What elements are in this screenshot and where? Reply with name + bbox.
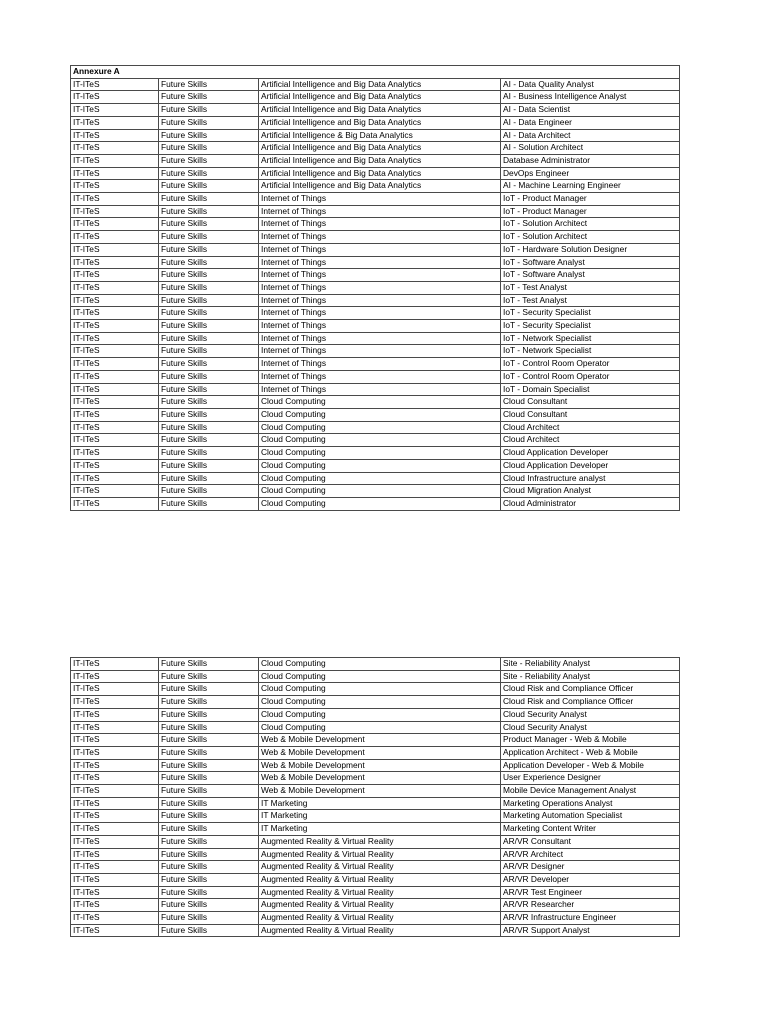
- table-row: [71, 459, 680, 472]
- domain-cell: Internet of Things: [259, 358, 501, 371]
- table-row: [71, 861, 680, 874]
- category-cell: Future Skills: [159, 205, 259, 218]
- job-role-cell: AR/VR Test Engineer: [501, 886, 680, 899]
- job-role-cell: Cloud Architect: [501, 434, 680, 447]
- category-cell: Future Skills: [159, 746, 259, 759]
- category-cell: Future Skills: [159, 459, 259, 472]
- table-row: [71, 721, 680, 734]
- table-row: [71, 104, 680, 117]
- sector-cell: IT-ITeS: [71, 154, 159, 167]
- job-role-cell: IoT - Software Analyst: [501, 256, 680, 269]
- category-cell: Future Skills: [159, 658, 259, 671]
- job-role-cell: Application Architect - Web & Mobile: [501, 746, 680, 759]
- category-cell: Future Skills: [159, 307, 259, 320]
- category-cell: Future Skills: [159, 294, 259, 307]
- sector-cell: IT-ITeS: [71, 408, 159, 421]
- job-role-cell: AR/VR Architect: [501, 848, 680, 861]
- sector-cell: IT-ITeS: [71, 785, 159, 798]
- sector-cell: IT-ITeS: [71, 142, 159, 155]
- table-row: [71, 345, 680, 358]
- domain-cell: Cloud Computing: [259, 485, 501, 498]
- job-role-cell: AR/VR Developer: [501, 873, 680, 886]
- sector-cell: IT-ITeS: [71, 193, 159, 206]
- category-cell: Future Skills: [159, 231, 259, 244]
- domain-cell: Internet of Things: [259, 243, 501, 256]
- domain-cell: Internet of Things: [259, 307, 501, 320]
- job-role-cell: IoT - Security Specialist: [501, 307, 680, 320]
- domain-cell: Cloud Computing: [259, 497, 501, 510]
- job-role-cell: AR/VR Consultant: [501, 835, 680, 848]
- sector-cell: IT-ITeS: [71, 358, 159, 371]
- domain-cell: Cloud Computing: [259, 696, 501, 709]
- job-role-cell: DevOps Engineer: [501, 167, 680, 180]
- table-row: [71, 281, 680, 294]
- domain-cell: Artificial Intelligence and Big Data Analytics: [259, 142, 501, 155]
- sector-cell: IT-ITeS: [71, 370, 159, 383]
- sector-cell: IT-ITeS: [71, 243, 159, 256]
- domain-cell: Augmented Reality & Virtual Reality: [259, 899, 501, 912]
- job-role-cell: IoT - Test Analyst: [501, 281, 680, 294]
- annexure-table-1: [70, 65, 680, 511]
- sector-cell: IT-ITeS: [71, 497, 159, 510]
- job-role-cell: IoT - Hardware Solution Designer: [501, 243, 680, 256]
- job-role-cell: Marketing Automation Specialist: [501, 810, 680, 823]
- category-cell: Future Skills: [159, 759, 259, 772]
- table-row: [71, 734, 680, 747]
- domain-cell: Internet of Things: [259, 370, 501, 383]
- job-role-cell: Cloud Security Analyst: [501, 721, 680, 734]
- job-role-cell: Mobile Device Management Analyst: [501, 785, 680, 798]
- table-row: [71, 243, 680, 256]
- job-role-cell: User Experience Designer: [501, 772, 680, 785]
- category-cell: Future Skills: [159, 835, 259, 848]
- sector-cell: IT-ITeS: [71, 269, 159, 282]
- sector-cell: IT-ITeS: [71, 231, 159, 244]
- job-role-cell: IoT - Control Room Operator: [501, 370, 680, 383]
- domain-cell: Augmented Reality & Virtual Reality: [259, 912, 501, 925]
- table-row: [71, 485, 680, 498]
- domain-cell: Web & Mobile Development: [259, 734, 501, 747]
- job-role-cell: AR/VR Infrastructure Engineer: [501, 912, 680, 925]
- domain-cell: Cloud Computing: [259, 472, 501, 485]
- domain-cell: Internet of Things: [259, 205, 501, 218]
- job-role-cell: IoT - Product Manager: [501, 205, 680, 218]
- category-cell: Future Skills: [159, 810, 259, 823]
- job-role-cell: AI - Solution Architect: [501, 142, 680, 155]
- table-row: [71, 396, 680, 409]
- domain-cell: Cloud Computing: [259, 721, 501, 734]
- category-cell: Future Skills: [159, 899, 259, 912]
- category-cell: Future Skills: [159, 472, 259, 485]
- job-role-cell: Site - Reliability Analyst: [501, 658, 680, 671]
- table-row: [71, 497, 680, 510]
- table-row: [71, 708, 680, 721]
- category-cell: Future Skills: [159, 193, 259, 206]
- sector-cell: IT-ITeS: [71, 320, 159, 333]
- category-cell: Future Skills: [159, 167, 259, 180]
- domain-cell: Artificial Intelligence and Big Data Analytics: [259, 180, 501, 193]
- job-role-cell: Cloud Consultant: [501, 408, 680, 421]
- category-cell: Future Skills: [159, 332, 259, 345]
- table-row: [71, 912, 680, 925]
- table-row: [71, 886, 680, 899]
- category-cell: Future Skills: [159, 734, 259, 747]
- sector-cell: IT-ITeS: [71, 472, 159, 485]
- table-row: [71, 810, 680, 823]
- table-row: [71, 205, 680, 218]
- table-title-row: [71, 66, 680, 79]
- table-row: [71, 231, 680, 244]
- job-role-cell: Cloud Application Developer: [501, 459, 680, 472]
- domain-cell: Augmented Reality & Virtual Reality: [259, 924, 501, 937]
- domain-cell: Cloud Computing: [259, 708, 501, 721]
- category-cell: Future Skills: [159, 670, 259, 683]
- table-row: [71, 797, 680, 810]
- category-cell: Future Skills: [159, 116, 259, 129]
- sector-cell: IT-ITeS: [71, 772, 159, 785]
- table-row: [71, 746, 680, 759]
- domain-cell: Internet of Things: [259, 281, 501, 294]
- table-row: [71, 759, 680, 772]
- sector-cell: IT-ITeS: [71, 696, 159, 709]
- category-cell: Future Skills: [159, 485, 259, 498]
- domain-cell: Artificial Intelligence and Big Data Analytics: [259, 154, 501, 167]
- domain-cell: Internet of Things: [259, 256, 501, 269]
- table-row: [71, 91, 680, 104]
- domain-cell: Artificial Intelligence and Big Data Analytics: [259, 167, 501, 180]
- domain-cell: Artificial Intelligence and Big Data Analytics: [259, 91, 501, 104]
- sector-cell: IT-ITeS: [71, 823, 159, 836]
- table-row: [71, 320, 680, 333]
- sector-cell: IT-ITeS: [71, 180, 159, 193]
- category-cell: Future Skills: [159, 256, 259, 269]
- table-row: [71, 294, 680, 307]
- table-row: [71, 447, 680, 460]
- job-role-cell: Marketing Content Writer: [501, 823, 680, 836]
- category-cell: Future Skills: [159, 180, 259, 193]
- table-row: [71, 78, 680, 91]
- domain-cell: IT Marketing: [259, 823, 501, 836]
- domain-cell: Internet of Things: [259, 332, 501, 345]
- job-role-cell: IoT - Network Specialist: [501, 332, 680, 345]
- job-role-cell: Cloud Risk and Compliance Officer: [501, 696, 680, 709]
- table-row: [71, 785, 680, 798]
- job-role-cell: IoT - Test Analyst: [501, 294, 680, 307]
- table-row: [71, 370, 680, 383]
- category-cell: Future Skills: [159, 358, 259, 371]
- sector-cell: IT-ITeS: [71, 281, 159, 294]
- sector-cell: IT-ITeS: [71, 383, 159, 396]
- job-role-cell: IoT - Security Specialist: [501, 320, 680, 333]
- job-role-cell: Cloud Security Analyst: [501, 708, 680, 721]
- domain-cell: Artificial Intelligence & Big Data Analytics: [259, 129, 501, 142]
- category-cell: Future Skills: [159, 912, 259, 925]
- sector-cell: IT-ITeS: [71, 721, 159, 734]
- category-cell: Future Skills: [159, 823, 259, 836]
- sector-cell: IT-ITeS: [71, 218, 159, 231]
- category-cell: Future Skills: [159, 772, 259, 785]
- domain-cell: Cloud Computing: [259, 421, 501, 434]
- category-cell: Future Skills: [159, 447, 259, 460]
- sector-cell: IT-ITeS: [71, 912, 159, 925]
- job-role-cell: IoT - Domain Specialist: [501, 383, 680, 396]
- sector-cell: IT-ITeS: [71, 294, 159, 307]
- table-row: [71, 823, 680, 836]
- category-cell: Future Skills: [159, 708, 259, 721]
- table-row: [71, 835, 680, 848]
- table-row: [71, 358, 680, 371]
- sector-cell: IT-ITeS: [71, 746, 159, 759]
- sector-cell: IT-ITeS: [71, 848, 159, 861]
- job-role-cell: Application Developer - Web & Mobile: [501, 759, 680, 772]
- sector-cell: IT-ITeS: [71, 396, 159, 409]
- category-cell: Future Skills: [159, 243, 259, 256]
- sector-cell: IT-ITeS: [71, 670, 159, 683]
- category-cell: Future Skills: [159, 886, 259, 899]
- sector-cell: IT-ITeS: [71, 116, 159, 129]
- sector-cell: IT-ITeS: [71, 256, 159, 269]
- category-cell: Future Skills: [159, 721, 259, 734]
- job-role-cell: Cloud Consultant: [501, 396, 680, 409]
- domain-cell: Web & Mobile Development: [259, 746, 501, 759]
- sector-cell: IT-ITeS: [71, 873, 159, 886]
- job-role-cell: Cloud Application Developer: [501, 447, 680, 460]
- sector-cell: IT-ITeS: [71, 447, 159, 460]
- domain-cell: Internet of Things: [259, 231, 501, 244]
- job-role-cell: IoT - Solution Architect: [501, 218, 680, 231]
- domain-cell: Augmented Reality & Virtual Reality: [259, 873, 501, 886]
- domain-cell: Internet of Things: [259, 320, 501, 333]
- job-role-cell: AI - Machine Learning Engineer: [501, 180, 680, 193]
- job-role-cell: AR/VR Researcher: [501, 899, 680, 912]
- job-role-cell: AR/VR Designer: [501, 861, 680, 874]
- domain-cell: Cloud Computing: [259, 434, 501, 447]
- sector-cell: IT-ITeS: [71, 205, 159, 218]
- domain-cell: Internet of Things: [259, 193, 501, 206]
- table-row: [71, 434, 680, 447]
- table-row: [71, 332, 680, 345]
- job-role-cell: Marketing Operations Analyst: [501, 797, 680, 810]
- table-row: [71, 772, 680, 785]
- sector-cell: IT-ITeS: [71, 307, 159, 320]
- job-role-cell: IoT - Control Room Operator: [501, 358, 680, 371]
- sector-cell: IT-ITeS: [71, 345, 159, 358]
- job-role-cell: Cloud Risk and Compliance Officer: [501, 683, 680, 696]
- category-cell: Future Skills: [159, 797, 259, 810]
- annexure-title: Annexure A: [71, 66, 680, 79]
- domain-cell: Cloud Computing: [259, 459, 501, 472]
- domain-cell: Internet of Things: [259, 294, 501, 307]
- domain-cell: Cloud Computing: [259, 658, 501, 671]
- sector-cell: IT-ITeS: [71, 759, 159, 772]
- job-role-cell: AI - Business Intelligence Analyst: [501, 91, 680, 104]
- category-cell: Future Skills: [159, 154, 259, 167]
- domain-cell: Augmented Reality & Virtual Reality: [259, 861, 501, 874]
- domain-cell: Cloud Computing: [259, 447, 501, 460]
- category-cell: Future Skills: [159, 91, 259, 104]
- job-role-cell: Cloud Architect: [501, 421, 680, 434]
- table-row: [71, 408, 680, 421]
- table-row: [71, 307, 680, 320]
- table-row: [71, 670, 680, 683]
- sector-cell: IT-ITeS: [71, 91, 159, 104]
- job-role-cell: AI - Data Engineer: [501, 116, 680, 129]
- table-row: [71, 218, 680, 231]
- category-cell: Future Skills: [159, 434, 259, 447]
- table-row: [71, 154, 680, 167]
- job-role-cell: Product Manager - Web & Mobile: [501, 734, 680, 747]
- sector-cell: IT-ITeS: [71, 434, 159, 447]
- domain-cell: IT Marketing: [259, 797, 501, 810]
- domain-cell: Cloud Computing: [259, 396, 501, 409]
- sector-cell: IT-ITeS: [71, 332, 159, 345]
- job-role-cell: AI - Data Quality Analyst: [501, 78, 680, 91]
- category-cell: Future Skills: [159, 408, 259, 421]
- table-row: [71, 848, 680, 861]
- table-row: [71, 180, 680, 193]
- sector-cell: IT-ITeS: [71, 797, 159, 810]
- sector-cell: IT-ITeS: [71, 861, 159, 874]
- sector-cell: IT-ITeS: [71, 683, 159, 696]
- domain-cell: Web & Mobile Development: [259, 772, 501, 785]
- category-cell: Future Skills: [159, 497, 259, 510]
- table-row: [71, 924, 680, 937]
- domain-cell: Internet of Things: [259, 345, 501, 358]
- job-role-cell: IoT - Network Specialist: [501, 345, 680, 358]
- job-role-cell: Site - Reliability Analyst: [501, 670, 680, 683]
- sector-cell: IT-ITeS: [71, 78, 159, 91]
- table-row: [71, 383, 680, 396]
- category-cell: Future Skills: [159, 218, 259, 231]
- sector-cell: IT-ITeS: [71, 886, 159, 899]
- sector-cell: IT-ITeS: [71, 734, 159, 747]
- domain-cell: Internet of Things: [259, 269, 501, 282]
- table-row: [71, 129, 680, 142]
- table-row: [71, 167, 680, 180]
- category-cell: Future Skills: [159, 142, 259, 155]
- domain-cell: Artificial Intelligence and Big Data Analytics: [259, 116, 501, 129]
- domain-cell: Cloud Computing: [259, 408, 501, 421]
- domain-cell: Augmented Reality & Virtual Reality: [259, 886, 501, 899]
- job-role-cell: IoT - Solution Architect: [501, 231, 680, 244]
- table-row: [71, 472, 680, 485]
- sector-cell: IT-ITeS: [71, 129, 159, 142]
- table-row: [71, 269, 680, 282]
- sector-cell: IT-ITeS: [71, 459, 159, 472]
- category-cell: Future Skills: [159, 785, 259, 798]
- domain-cell: Augmented Reality & Virtual Reality: [259, 848, 501, 861]
- domain-cell: Internet of Things: [259, 383, 501, 396]
- table-row: [71, 193, 680, 206]
- job-role-cell: IoT - Product Manager: [501, 193, 680, 206]
- job-role-cell: Cloud Administrator: [501, 497, 680, 510]
- sector-cell: IT-ITeS: [71, 167, 159, 180]
- sector-cell: IT-ITeS: [71, 810, 159, 823]
- job-role-cell: AI - Data Architect: [501, 129, 680, 142]
- table-row: [71, 658, 680, 671]
- domain-cell: Artificial Intelligence and Big Data Analytics: [259, 104, 501, 117]
- job-role-cell: Database Administrator: [501, 154, 680, 167]
- category-cell: Future Skills: [159, 345, 259, 358]
- sector-cell: IT-ITeS: [71, 835, 159, 848]
- table-row: [71, 256, 680, 269]
- category-cell: Future Skills: [159, 281, 259, 294]
- category-cell: Future Skills: [159, 104, 259, 117]
- table-row: [71, 142, 680, 155]
- domain-cell: Cloud Computing: [259, 683, 501, 696]
- job-role-cell: AI - Data Scientist: [501, 104, 680, 117]
- sector-cell: IT-ITeS: [71, 658, 159, 671]
- category-cell: Future Skills: [159, 370, 259, 383]
- category-cell: Future Skills: [159, 696, 259, 709]
- sector-cell: IT-ITeS: [71, 924, 159, 937]
- category-cell: Future Skills: [159, 873, 259, 886]
- domain-cell: Internet of Things: [259, 218, 501, 231]
- domain-cell: Cloud Computing: [259, 670, 501, 683]
- table-row: [71, 683, 680, 696]
- sector-cell: IT-ITeS: [71, 421, 159, 434]
- category-cell: Future Skills: [159, 320, 259, 333]
- domain-cell: Augmented Reality & Virtual Reality: [259, 835, 501, 848]
- sector-cell: IT-ITeS: [71, 708, 159, 721]
- job-role-cell: Cloud Infrastructure analyst: [501, 472, 680, 485]
- table-row: [71, 696, 680, 709]
- category-cell: Future Skills: [159, 129, 259, 142]
- domain-cell: Web & Mobile Development: [259, 785, 501, 798]
- category-cell: Future Skills: [159, 924, 259, 937]
- sector-cell: IT-ITeS: [71, 485, 159, 498]
- category-cell: Future Skills: [159, 861, 259, 874]
- domain-cell: Web & Mobile Development: [259, 759, 501, 772]
- table-row: [71, 899, 680, 912]
- table-row: [71, 421, 680, 434]
- sector-cell: IT-ITeS: [71, 899, 159, 912]
- job-role-cell: AR/VR Support Analyst: [501, 924, 680, 937]
- category-cell: Future Skills: [159, 396, 259, 409]
- category-cell: Future Skills: [159, 848, 259, 861]
- job-role-cell: Cloud Migration Analyst: [501, 485, 680, 498]
- domain-cell: IT Marketing: [259, 810, 501, 823]
- annexure-table-2: [70, 657, 680, 937]
- category-cell: Future Skills: [159, 421, 259, 434]
- domain-cell: Artificial Intelligence and Big Data Analytics: [259, 78, 501, 91]
- table-row: [71, 116, 680, 129]
- sector-cell: IT-ITeS: [71, 104, 159, 117]
- job-role-cell: IoT - Software Analyst: [501, 269, 680, 282]
- category-cell: Future Skills: [159, 383, 259, 396]
- category-cell: Future Skills: [159, 683, 259, 696]
- category-cell: Future Skills: [159, 269, 259, 282]
- category-cell: Future Skills: [159, 78, 259, 91]
- table-row: [71, 873, 680, 886]
